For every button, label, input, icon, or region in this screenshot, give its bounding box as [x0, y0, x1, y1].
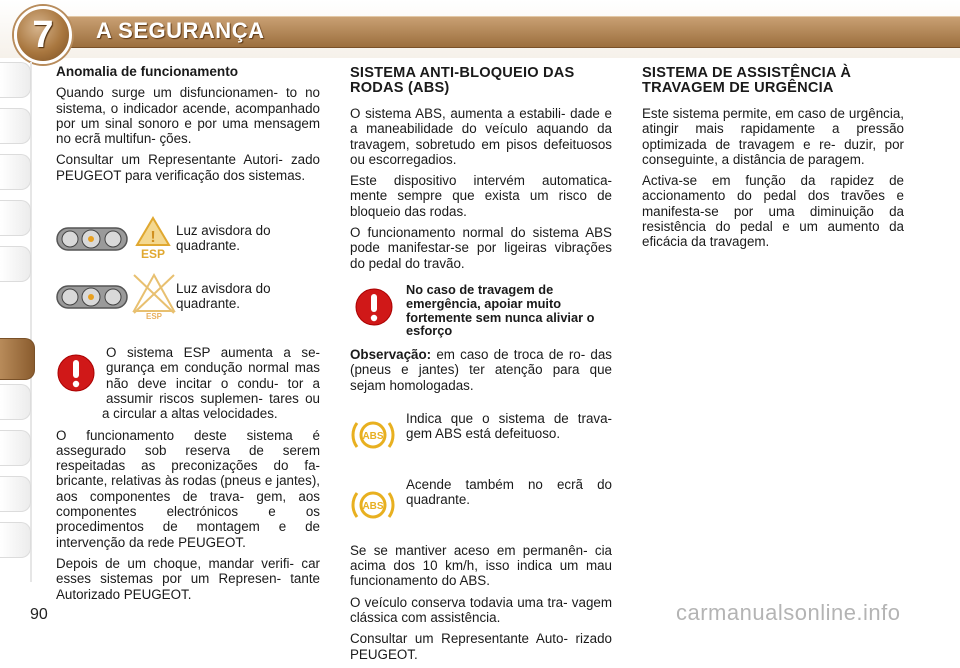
chapter-badge: 7 — [14, 6, 72, 64]
note-label: Observação: — [350, 346, 432, 362]
chapter-tabs — [0, 62, 34, 582]
indicator-row — [56, 271, 320, 327]
section-heading: Anomalia de funcionamento — [56, 64, 239, 79]
paragraph: Consultar um Representante Autori- zado PEUGEOT para verificação dos sistemas. — [56, 152, 320, 183]
esp-label: ESP — [140, 247, 166, 262]
indicator-row — [56, 213, 320, 267]
note-text: em caso de troca de ro- das (pneus e jantes) ter atenção para que sejam homologadas. — [350, 346, 612, 393]
instrument-cluster-icon — [56, 225, 128, 253]
warning-text: No caso de travagem de emergência, apoiar muito fortemente sem nunca aliviar o esforço — [406, 281, 595, 339]
indicator-label: Luz avisdora do quadrante. — [176, 281, 271, 312]
paragraph: Este sistema permite, em caso de urgência, atingir mais rapidamente a pressão optimizada de travagem e re- duzir, por conseguinte, a distância de paragem. — [642, 106, 904, 167]
paragraph: Consultar um Representante Auto- rizado PEUGEOT. — [350, 631, 612, 662]
section-heading: SISTEMA DE ASSISTÊNCIA À TRAVAGEM DE URGÊNCIA — [642, 65, 852, 96]
abs-indicator-row — [350, 411, 612, 467]
esp-warning-triangle-icon — [134, 215, 172, 261]
esp-label: ESP — [145, 312, 163, 322]
chapter-tab[interactable] — [0, 154, 31, 190]
warning-block — [56, 345, 320, 421]
warning-exclamation-icon — [56, 353, 96, 393]
column-right — [642, 64, 904, 256]
chapter-tab[interactable] — [0, 384, 31, 420]
paragraph: Depois de um choque, mandar verifi- car esses sistemas por um Represen- tante Autorizado PEUGEOT. — [56, 555, 320, 602]
paragraph: O funcionamento deste sistema é assegurado sob reserva de serem respeitadas as preconizações do fa- bricante, relativas às rodas (pneus e jantes), aos componentes de trava- gem, aos componentes electrónicos e os procedimentos de montagem e de intervenção da rede PEUGEOT. — [56, 427, 320, 550]
chapter-tab[interactable] — [0, 108, 31, 144]
abs-indicator-text: Acende também no ecrã do quadrante. — [406, 476, 612, 508]
page-number: 90 — [30, 606, 48, 623]
paragraph: O veículo conserva todavia uma tra- vagem clássica com assistência. — [350, 594, 612, 626]
abs-warning-icon — [350, 487, 396, 523]
indicator-label: Luz avisdora do quadrante. — [176, 223, 271, 254]
chapter-tab-active[interactable] — [0, 338, 35, 380]
section-heading: SISTEMA ANTI-BLOQUEIO DAS RODAS (ABS) — [350, 65, 575, 96]
chapter-tab[interactable] — [0, 522, 31, 558]
paragraph: Quando surge um disfuncionamen- to no sistema, o indicador acende, acompanhado por um sinal sonoro e por uma mensagem no ecrã multifun- ções. — [56, 85, 320, 147]
page-title: A SEGURANÇA — [96, 18, 265, 43]
chapter-tab[interactable] — [0, 246, 31, 282]
warning-text: O sistema ESP aumenta a se- gurança em condução normal mas não deve incitar o condu- tor a assumir riscos suplemen- tares ou a circular a altas velocidades. — [102, 345, 320, 422]
paragraph: O sistema ABS, aumenta a estabili- dade e a maneabilidade do veículo aquando da travagem, sobretudo em pisos defeituosos ou escorregadios. — [350, 106, 612, 167]
svg-text:!: ! — [150, 229, 156, 247]
chapter-tab[interactable] — [0, 430, 31, 466]
abs-indicator-text: Indica que o sistema de trava- gem ABS está defeituoso. — [406, 410, 612, 442]
abs-label: ABS — [362, 500, 384, 512]
note-paragraph — [350, 347, 612, 393]
abs-warning-icon — [350, 417, 396, 453]
paragraph: Se se mantiver aceso em permanên- cia acima dos 10 km/h, isso indica um mau funcionamento do ABS. — [350, 542, 612, 589]
column-left — [56, 64, 320, 608]
abs-paragraphs — [350, 543, 612, 662]
paragraph: O funcionamento normal do sistema ABS pode manifestar-se por ligeiras vibrações do pedal do travão. — [350, 225, 612, 271]
paragraph: Activa-se em função da rapidez de accionamento do pedal dos travões e manifesta-se por uma diminuição da resistência do pedal e um aumento da eficácia da travagem. — [642, 173, 904, 250]
footer-watermark: carmanualsonline.info — [676, 600, 901, 625]
warning-block — [350, 283, 612, 347]
abs-indicator-row — [350, 477, 612, 535]
abs-label: ABS — [362, 430, 384, 442]
chapter-tab[interactable] — [0, 200, 31, 236]
chapter-tab[interactable] — [0, 476, 31, 512]
paragraph: Este dispositivo intervém automatica- mente sempre que exista um risco de bloqueio das rodas. — [350, 173, 612, 219]
esp-off-icon — [130, 271, 178, 321]
column-middle — [350, 64, 612, 668]
warning-exclamation-icon — [354, 287, 394, 327]
instrument-cluster-icon — [56, 283, 128, 311]
chapter-tab[interactable] — [0, 62, 31, 98]
